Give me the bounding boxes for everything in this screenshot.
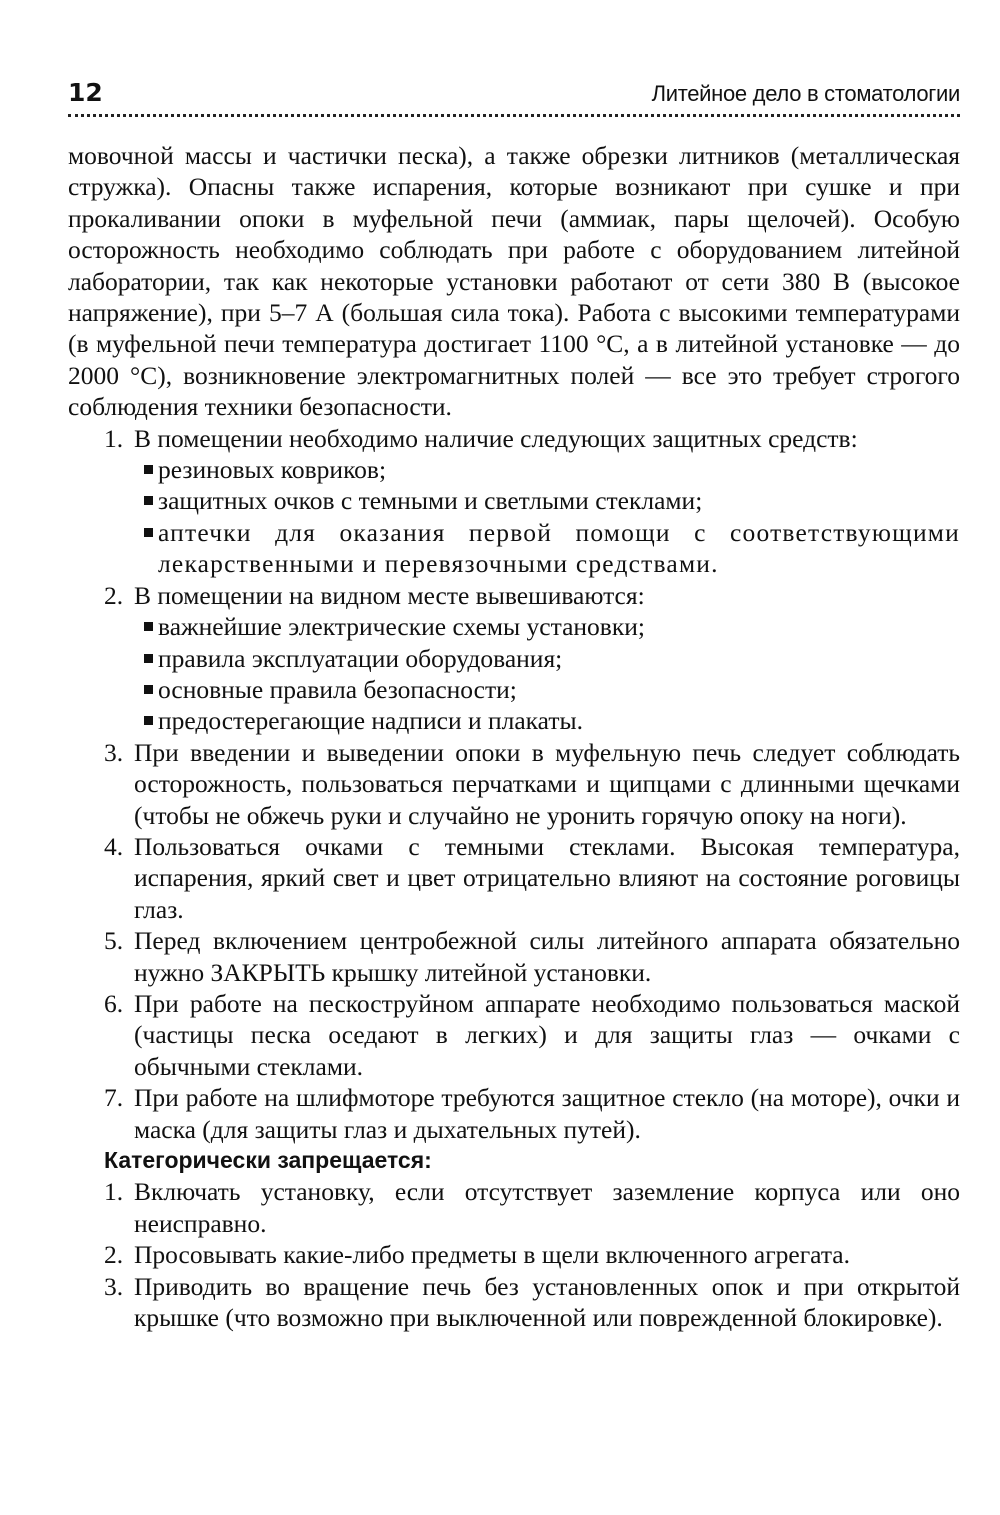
rule-item <box>68 1082 960 1145</box>
bullet-list <box>68 611 960 737</box>
item-text: В помещении необходимо наличие следующих защитных средств: <box>134 423 858 453</box>
bullet-list-container <box>68 611 960 737</box>
bullet-item <box>68 643 960 674</box>
square-bullet-icon <box>144 496 153 505</box>
page-number: 12 <box>68 78 103 107</box>
item-number: 7. <box>104 1083 124 1113</box>
item-text: При работе на пескоструйном аппарате необходимо пользоваться маской (частицы песка оседают в легких) и для защиты глаз — очками с обычными стеклами. <box>134 988 960 1081</box>
bullet-item <box>68 611 960 642</box>
item-text: При введении и выведении опоки в муфельную печь следует соблюдать осторожность, пользоваться перчатками и щипцами с длинными щечками (чтобы не обжечь руки и случайно не уронить горячую опоку на ноги). <box>134 737 960 830</box>
header-dotted-rule <box>68 114 960 117</box>
item-text: Просовывать какие-либо предметы в щели включенного агрегата. <box>134 1240 850 1270</box>
item-number: 1. <box>104 1177 124 1207</box>
square-bullet-icon <box>144 622 153 631</box>
rule-item <box>68 925 960 988</box>
square-bullet-icon <box>144 685 153 694</box>
rule-item <box>68 988 960 1082</box>
forbidden-item <box>68 1176 960 1239</box>
bullet-item <box>68 517 960 580</box>
bullet-item <box>68 485 960 516</box>
item-number: 2. <box>104 1240 124 1270</box>
forbidden-item <box>68 1239 960 1270</box>
item-number: 2. <box>104 580 124 610</box>
item-number: 3. <box>104 737 124 767</box>
square-bullet-icon <box>144 716 153 725</box>
page-body <box>68 140 960 1333</box>
safety-rules-list <box>68 423 960 1145</box>
bullet-item <box>68 705 960 736</box>
item-text: Включать установку, если отсутствует заземление корпуса или оно неисправно. <box>134 1177 960 1238</box>
item-number: 1. <box>104 423 124 453</box>
item-text: Пользоваться очками с темными стеклами. Высокая температура, испарения, яркий свет и цвет отрицательно влияют на состояние роговицы глаз. <box>134 831 960 924</box>
forbidden-item <box>68 1271 960 1334</box>
item-number: 3. <box>104 1271 124 1301</box>
bullet-text: аптечки для оказания первой помощи с соответствующими лекарственными и перевязочными средствами. <box>158 517 960 579</box>
running-title: Литейное дело в стоматологии <box>651 81 960 106</box>
bullet-text: защитных очков с темными и светлыми стеклами; <box>158 486 703 516</box>
page-header <box>68 78 960 118</box>
square-bullet-icon <box>144 528 153 537</box>
bullet-text: резиновых ковриков; <box>158 455 387 485</box>
bullet-list <box>68 454 960 580</box>
square-bullet-icon <box>144 465 153 474</box>
bullet-text: основные правила безопасности; <box>158 674 517 704</box>
bullet-text: предостерегающие надписи и плакаты. <box>158 706 583 736</box>
rule-item <box>68 580 960 611</box>
bullet-text: важнейшие электрические схемы установки; <box>158 612 645 642</box>
rule-item <box>68 737 960 831</box>
item-number: 6. <box>104 988 124 1018</box>
intro-paragraph: мовочной массы и частички песка), а также обрезки литников (металлическая стружка). Опасны также испарения, которые возникают при сушке и при прокаливании опоки в муфельной печи (аммиак, пары щелочей). Особую осторожность необходимо соблюдать при работе с оборудованием литейной лаборатории, так как некоторые установки работают от сети 380 В (высокое напряжение), при 5–7 А (большая сила тока). Работа с высокими температурами (в муфельной печи температура достигает 1100 °С, а в литейной установке — до 2000 °С), возникновение электромагнитных полей — все это требует строгого соблюдения техники безопасности. <box>68 141 960 422</box>
rule-item <box>68 831 960 925</box>
forbidden-heading: Категорически запрещается: <box>104 1147 432 1173</box>
square-bullet-icon <box>144 654 153 663</box>
rule-item <box>68 423 960 454</box>
item-text: В помещении на видном месте вывешиваются: <box>134 580 645 610</box>
forbidden-list <box>68 1176 960 1333</box>
item-number: 4. <box>104 831 124 861</box>
bullet-list-container <box>68 454 960 580</box>
bullet-item <box>68 454 960 485</box>
item-text: Перед включением центробежной силы литейного аппарата обязательно нужно ЗАКРЫТЬ крышку литейной установки. <box>134 926 960 987</box>
bullet-item <box>68 674 960 705</box>
item-text: Приводить во вращение печь без установленных опок и при открытой крышке (что возможно при выключенной или поврежденной блокировке). <box>134 1271 960 1333</box>
bullet-text: правила эксплуатации оборудования; <box>158 643 563 673</box>
item-number: 5. <box>104 926 124 956</box>
item-text: При работе на шлифмоторе требуются защитное стекло (на моторе), очки и маска (для защиты глаз и дыхательных путей). <box>134 1083 960 1144</box>
